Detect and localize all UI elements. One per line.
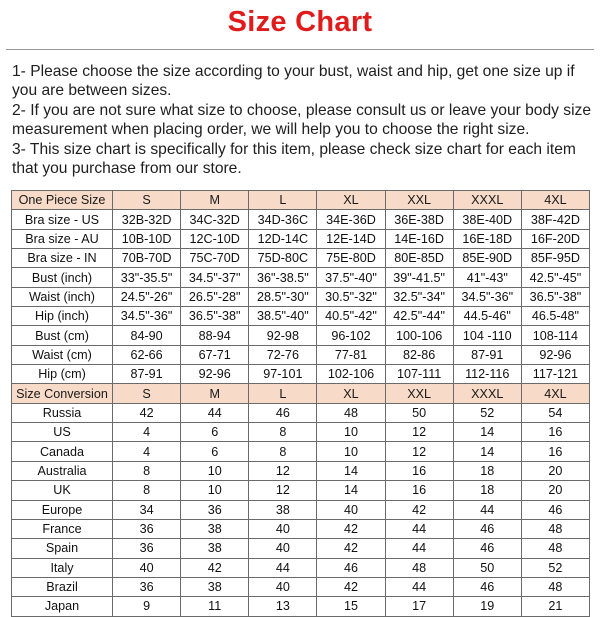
size-table-row xyxy=(12,229,590,248)
table-cell: 34.5"-37" xyxy=(181,268,249,287)
conversion-table-row xyxy=(12,423,590,442)
table-cell: 44 xyxy=(385,577,453,596)
row-label: US xyxy=(12,423,113,442)
table-cell: 16 xyxy=(385,481,453,500)
table-cell: 14 xyxy=(453,423,521,442)
table-cell: 85F-95D xyxy=(521,249,589,268)
instruction-3: 3- This size chart is specifically for this item, please check size chart for each item that you purchase from our store. xyxy=(12,140,576,178)
table-cell: 87-91 xyxy=(453,345,521,364)
table-cell: 42 xyxy=(317,519,385,538)
table-cell: 38 xyxy=(181,519,249,538)
table-cell: 41"-43" xyxy=(453,268,521,287)
row-label: Brazil xyxy=(12,577,113,596)
table-cell: XXL xyxy=(385,191,453,210)
conversion-table-row xyxy=(12,403,590,422)
row-label: Size Conversion xyxy=(12,384,113,403)
table-cell: 26.5"-28" xyxy=(181,287,249,306)
row-label: Bra size - AU xyxy=(12,229,113,248)
instruction-2: 2- If you are not sure what size to choose, please consult us or leave your body size measurement when placing order, we will help you to choose the right size. xyxy=(12,101,592,139)
table-cell: 12 xyxy=(249,461,317,480)
table-cell: 20 xyxy=(521,461,589,480)
size-table-row xyxy=(12,326,590,345)
table-cell: 14 xyxy=(453,442,521,461)
row-label: Hip (inch) xyxy=(12,307,113,326)
table-cell: 42 xyxy=(181,558,249,577)
size-table-row xyxy=(12,268,590,287)
table-cell: 70B-70D xyxy=(113,249,181,268)
table-cell: 40 xyxy=(113,558,181,577)
table-cell: 92-98 xyxy=(249,326,317,345)
conversion-table-header xyxy=(12,384,590,403)
table-cell: 44 xyxy=(385,519,453,538)
table-cell: 80E-85D xyxy=(385,249,453,268)
title-divider xyxy=(6,49,594,50)
table-cell: 34E-36D xyxy=(317,210,385,229)
table-cell: 30.5"-32" xyxy=(317,287,385,306)
size-table-row xyxy=(12,210,590,229)
table-cell: 18 xyxy=(453,481,521,500)
table-cell: S xyxy=(113,384,181,403)
table-cell: XL xyxy=(317,384,385,403)
table-cell: 92-96 xyxy=(521,345,589,364)
row-label: Australia xyxy=(12,461,113,480)
table-cell: 11 xyxy=(181,597,249,616)
table-cell: 12 xyxy=(385,423,453,442)
table-cell: 12 xyxy=(249,481,317,500)
table-cell: 38.5"-40" xyxy=(249,307,317,326)
table-cell: 34D-36C xyxy=(249,210,317,229)
row-label: Hip (cm) xyxy=(12,365,113,384)
table-cell: 104 -110 xyxy=(453,326,521,345)
table-cell: 36.5"-38" xyxy=(521,287,589,306)
table-cell: 34.5"-36" xyxy=(453,287,521,306)
table-cell: 75D-80C xyxy=(249,249,317,268)
table-cell: 112-116 xyxy=(453,365,521,384)
table-cell: 16 xyxy=(521,423,589,442)
page-title: Size Chart xyxy=(227,6,373,38)
table-cell: XXXL xyxy=(453,191,521,210)
table-cell: 36"-38.5" xyxy=(249,268,317,287)
table-cell: 82-86 xyxy=(385,345,453,364)
table-cell: 44.5-46" xyxy=(453,307,521,326)
table-cell: 92-96 xyxy=(181,365,249,384)
table-cell: 48 xyxy=(521,519,589,538)
table-cell: 52 xyxy=(521,558,589,577)
row-label: Bra size - US xyxy=(12,210,113,229)
table-cell: 40 xyxy=(249,577,317,596)
table-cell: 17 xyxy=(385,597,453,616)
size-table-row xyxy=(12,249,590,268)
table-cell: 4 xyxy=(113,423,181,442)
conversion-table-row xyxy=(12,539,590,558)
table-cell: 24.5"-26" xyxy=(113,287,181,306)
table-cell: 75E-80D xyxy=(317,249,385,268)
table-cell: 12C-10D xyxy=(181,229,249,248)
table-cell: 28.5"-30" xyxy=(249,287,317,306)
row-label: France xyxy=(12,519,113,538)
row-label: Bust (cm) xyxy=(12,326,113,345)
table-cell: 84-90 xyxy=(113,326,181,345)
size-table-row xyxy=(12,365,590,384)
table-cell: 16 xyxy=(385,461,453,480)
table-cell: 40 xyxy=(249,519,317,538)
size-table-row xyxy=(12,287,590,306)
table-cell: 97-101 xyxy=(249,365,317,384)
row-label: One Piece Size xyxy=(12,191,113,210)
table-cell: 46 xyxy=(453,577,521,596)
size-chart-table xyxy=(11,190,590,617)
table-cell: S xyxy=(113,191,181,210)
table-cell: 19 xyxy=(453,597,521,616)
table-cell: 107-111 xyxy=(385,365,453,384)
table-cell: 38 xyxy=(181,577,249,596)
table-cell: 8 xyxy=(113,481,181,500)
table-cell: 36.5"-38" xyxy=(181,307,249,326)
table-cell: 10B-10D xyxy=(113,229,181,248)
table-cell: 8 xyxy=(249,423,317,442)
table-cell: 67-71 xyxy=(181,345,249,364)
table-cell: 15 xyxy=(317,597,385,616)
table-cell: 62-66 xyxy=(113,345,181,364)
table-cell: 46.5-48" xyxy=(521,307,589,326)
table-cell: 46 xyxy=(317,558,385,577)
conversion-table-row xyxy=(12,519,590,538)
table-cell: 12D-14C xyxy=(249,229,317,248)
conversion-table-row xyxy=(12,481,590,500)
table-cell: L xyxy=(249,384,317,403)
table-cell: M xyxy=(181,384,249,403)
table-cell: 46 xyxy=(453,519,521,538)
table-cell: 21 xyxy=(521,597,589,616)
table-cell: 108-114 xyxy=(521,326,589,345)
table-cell: 8 xyxy=(113,461,181,480)
table-cell: 46 xyxy=(249,403,317,422)
instructions xyxy=(12,62,594,178)
table-cell: XL xyxy=(317,191,385,210)
table-cell: 36 xyxy=(113,539,181,558)
table-cell: 40 xyxy=(249,539,317,558)
table-cell: 50 xyxy=(453,558,521,577)
row-label: Waist (inch) xyxy=(12,287,113,306)
table-cell: 4XL xyxy=(521,191,589,210)
conversion-table-row xyxy=(12,577,590,596)
conversion-table-row xyxy=(12,442,590,461)
table-cell: 12E-14D xyxy=(317,229,385,248)
table-cell: 38F-42D xyxy=(521,210,589,229)
table-cell: 10 xyxy=(181,461,249,480)
table-cell: 48 xyxy=(385,558,453,577)
table-cell: 42 xyxy=(385,500,453,519)
size-table-header xyxy=(12,191,590,210)
conversion-table-row xyxy=(12,500,590,519)
table-cell: 34 xyxy=(113,500,181,519)
table-cell: 75C-70D xyxy=(181,249,249,268)
instruction-1: 1- Please choose the size according to your bust, waist and hip, get one size up if you are between sizes. xyxy=(12,63,575,100)
table-cell: 42 xyxy=(317,577,385,596)
row-label: Canada xyxy=(12,442,113,461)
table-cell: 6 xyxy=(181,442,249,461)
table-cell: 88-94 xyxy=(181,326,249,345)
table-cell: 40.5"-42" xyxy=(317,307,385,326)
table-cell: 44 xyxy=(453,500,521,519)
table-cell: 48 xyxy=(317,403,385,422)
table-cell: 42.5"-44" xyxy=(385,307,453,326)
table-cell: 8 xyxy=(249,442,317,461)
table-cell: 10 xyxy=(317,442,385,461)
table-cell: 6 xyxy=(181,423,249,442)
size-table-row xyxy=(12,345,590,364)
table-cell: XXXL xyxy=(453,384,521,403)
table-cell: 10 xyxy=(317,423,385,442)
table-cell: 46 xyxy=(453,539,521,558)
table-cell: 14 xyxy=(317,481,385,500)
table-cell: XXL xyxy=(385,384,453,403)
table-cell: 42 xyxy=(113,403,181,422)
row-label: UK xyxy=(12,481,113,500)
table-cell: 117-121 xyxy=(521,365,589,384)
table-cell: 72-76 xyxy=(249,345,317,364)
table-cell: 16E-18D xyxy=(453,229,521,248)
table-cell: 44 xyxy=(385,539,453,558)
table-cell: 38 xyxy=(181,539,249,558)
table-cell: 50 xyxy=(385,403,453,422)
table-cell: 77-81 xyxy=(317,345,385,364)
table-cell: 102-106 xyxy=(317,365,385,384)
table-cell: 42 xyxy=(317,539,385,558)
table-cell: 38 xyxy=(249,500,317,519)
row-label: Waist (cm) xyxy=(12,345,113,364)
table-cell: 4XL xyxy=(521,384,589,403)
table-cell: 40 xyxy=(317,500,385,519)
table-cell: 14 xyxy=(317,461,385,480)
size-table-row xyxy=(12,307,590,326)
table-cell: 9 xyxy=(113,597,181,616)
table-cell: 100-106 xyxy=(385,326,453,345)
table-cell: 48 xyxy=(521,577,589,596)
table-cell: M xyxy=(181,191,249,210)
row-label: Russia xyxy=(12,403,113,422)
table-cell: 32.5"-34" xyxy=(385,287,453,306)
table-cell: L xyxy=(249,191,317,210)
table-cell: 54 xyxy=(521,403,589,422)
table-cell: 33"-35.5" xyxy=(113,268,181,287)
table-cell: 39"-41.5" xyxy=(385,268,453,287)
table-cell: 34.5"-36" xyxy=(113,307,181,326)
table-cell: 36 xyxy=(113,519,181,538)
table-cell: 87-91 xyxy=(113,365,181,384)
table-cell: 52 xyxy=(453,403,521,422)
row-label: Bust (inch) xyxy=(12,268,113,287)
table-cell: 4 xyxy=(113,442,181,461)
table-cell: 48 xyxy=(521,539,589,558)
table-cell: 96-102 xyxy=(317,326,385,345)
table-cell: 32B-32D xyxy=(113,210,181,229)
table-cell: 42.5"-45" xyxy=(521,268,589,287)
row-label: Spain xyxy=(12,539,113,558)
table-cell: 44 xyxy=(181,403,249,422)
conversion-table-row xyxy=(12,558,590,577)
table-cell: 14E-16D xyxy=(385,229,453,248)
table-cell: 36 xyxy=(181,500,249,519)
table-cell: 16F-20D xyxy=(521,229,589,248)
table-cell: 36E-38D xyxy=(385,210,453,229)
table-cell: 38E-40D xyxy=(453,210,521,229)
table-cell: 18 xyxy=(453,461,521,480)
table-cell: 10 xyxy=(181,481,249,500)
table-cell: 12 xyxy=(385,442,453,461)
row-label: Japan xyxy=(12,597,113,616)
row-label: Italy xyxy=(12,558,113,577)
table-cell: 44 xyxy=(249,558,317,577)
table-cell: 85E-90D xyxy=(453,249,521,268)
table-cell: 16 xyxy=(521,442,589,461)
conversion-table-row xyxy=(12,461,590,480)
table-cell: 34C-32D xyxy=(181,210,249,229)
table-cell: 46 xyxy=(521,500,589,519)
row-label: Europe xyxy=(12,500,113,519)
table-cell: 36 xyxy=(113,577,181,596)
table-cell: 37.5"-40" xyxy=(317,268,385,287)
table-cell: 13 xyxy=(249,597,317,616)
table-cell: 20 xyxy=(521,481,589,500)
row-label: Bra size - IN xyxy=(12,249,113,268)
